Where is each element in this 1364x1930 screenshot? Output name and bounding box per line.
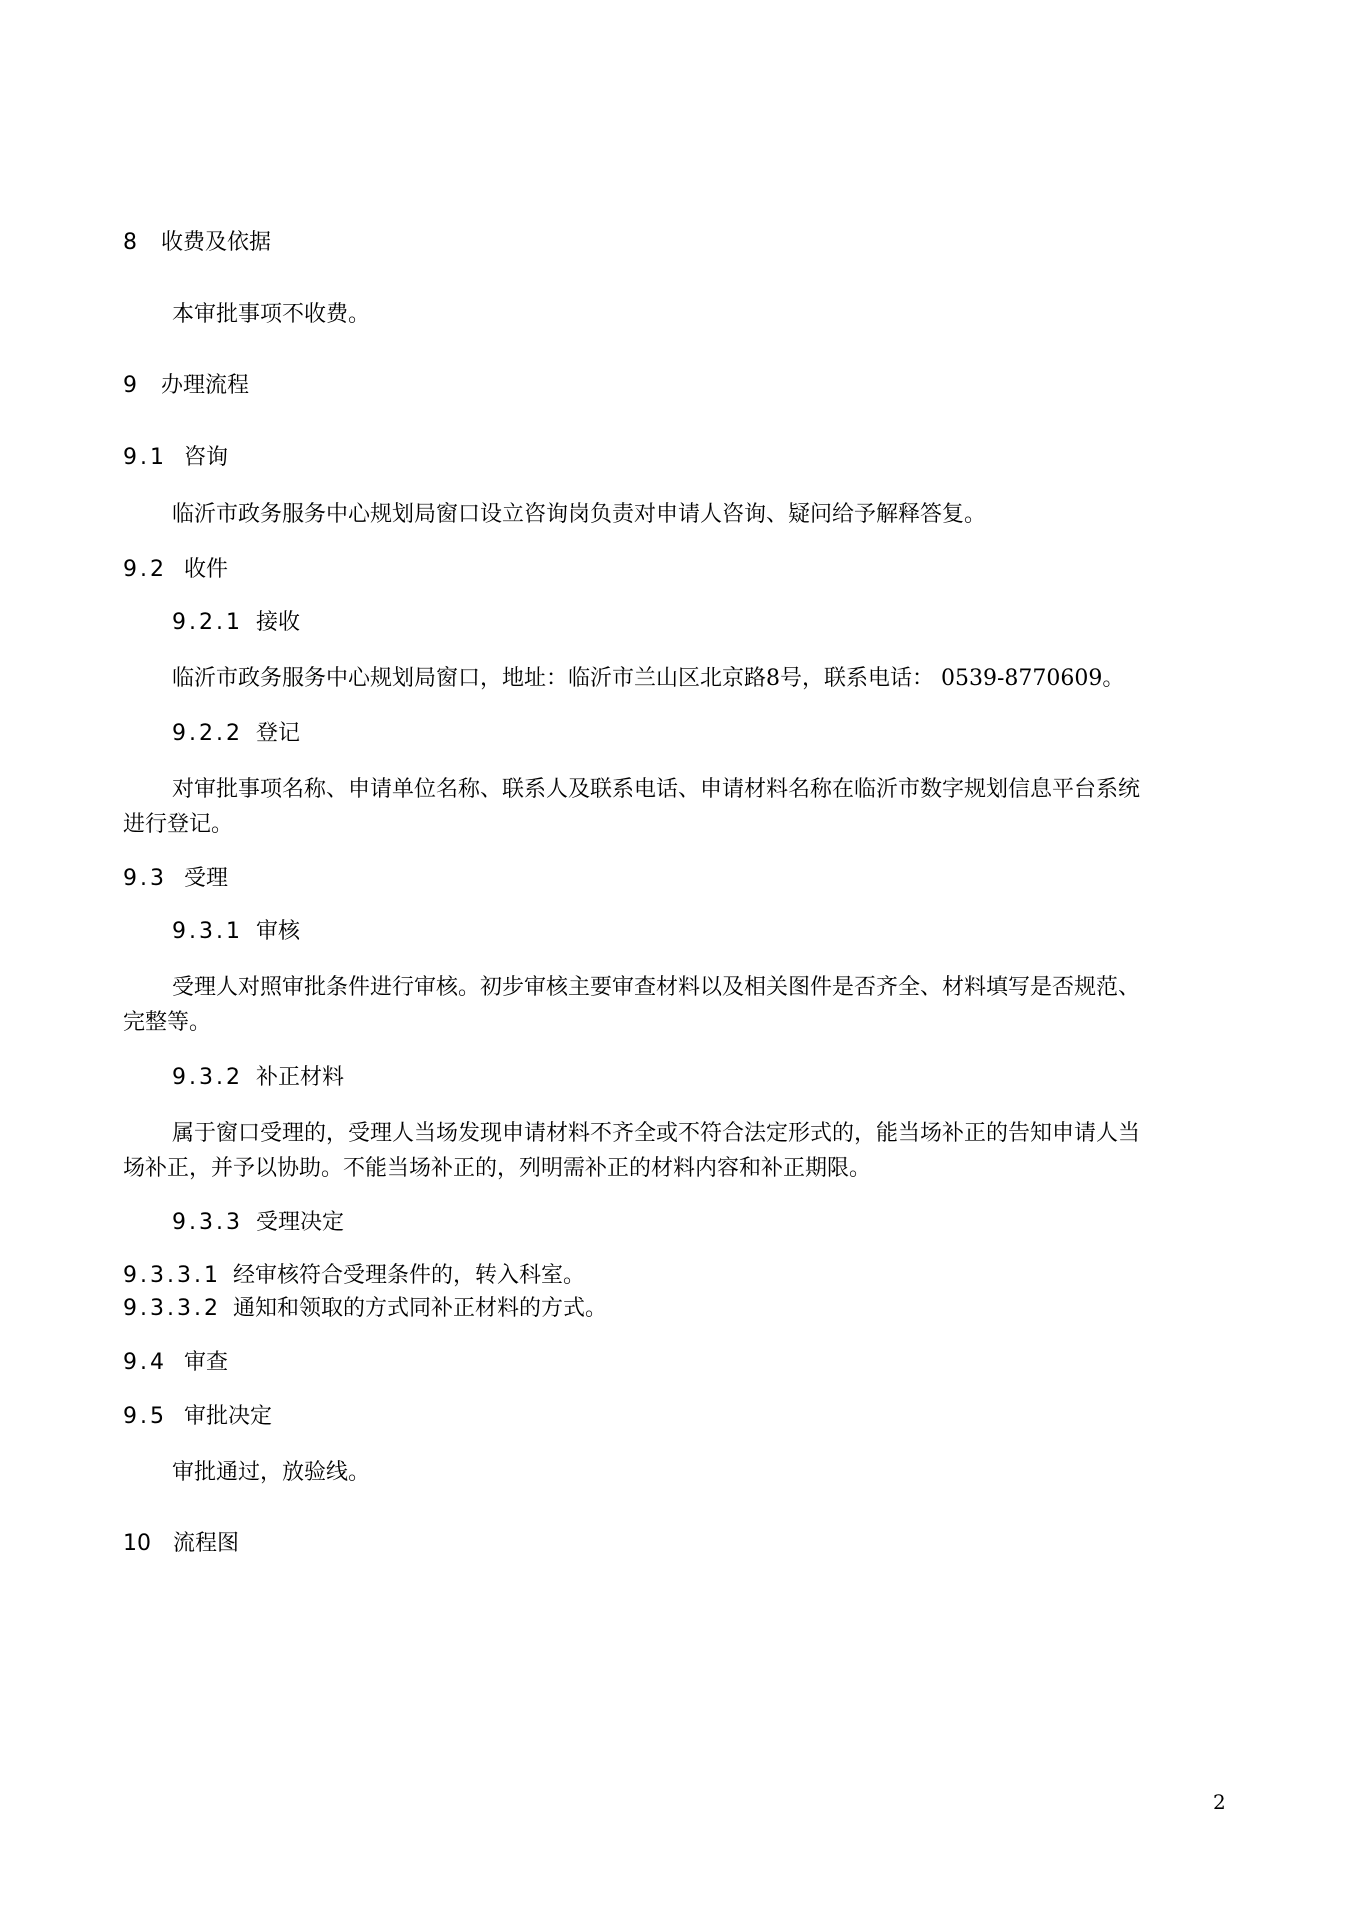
section-9-5-heading <box>123 1399 272 1430</box>
section-number: 9.3.2 <box>172 1065 243 1090</box>
section-number: 9.2.1 <box>172 610 243 635</box>
section-9-3-3-heading <box>172 1205 344 1236</box>
section-number: 9.3.1 <box>172 919 243 944</box>
section-9-3-2-text-line2: 场补正，并予以协助。不能当场补正的，列明需补正的材料内容和补正期限。 <box>123 1156 872 1181</box>
section-title: 审核 <box>256 919 301 944</box>
section-9-4-heading <box>123 1345 228 1376</box>
section-number: 9.2 <box>123 557 167 582</box>
section-title: 收费及依据 <box>161 230 272 255</box>
section-9-2-2-text-line2: 进行登记。 <box>123 812 234 837</box>
section-number: 9.3.3 <box>172 1210 243 1235</box>
section-title: 接收 <box>256 610 301 635</box>
section-number: 9.1 <box>123 445 167 470</box>
section-9-2-2-heading <box>172 716 300 747</box>
section-title: 受理决定 <box>256 1210 345 1235</box>
section-9-heading <box>123 368 249 399</box>
section-text: 经审核符合受理条件的，转入科室。 <box>233 1263 586 1288</box>
section-number: 9.2.2 <box>172 721 243 746</box>
section-9-2-2-text-line1: 对审批事项名称、申请单位名称、联系人及联系电话、申请材料名称在临沂市数字规划信息平台系统 <box>172 777 1141 802</box>
section-text: 通知和领取的方式同补正材料的方式。 <box>233 1296 608 1321</box>
section-number: 9.3.3.2 <box>123 1296 221 1321</box>
section-title: 登记 <box>256 721 301 746</box>
page-number: 2 <box>1213 1790 1226 1814</box>
section-9-3-3-1 <box>123 1258 585 1289</box>
section-9-3-1-text-line1: 受理人对照审批条件进行审核。初步审核主要审查材料以及相关图件是否齐全、材料填写是否规范、 <box>172 975 1141 1000</box>
section-9-5-text: 审批通过，放验线。 <box>172 1460 371 1485</box>
section-number: 9.5 <box>123 1404 167 1429</box>
section-title: 审查 <box>184 1350 229 1375</box>
section-10-heading <box>123 1526 239 1557</box>
section-number: 9.3 <box>123 866 167 891</box>
section-number: 10 <box>123 1531 151 1556</box>
section-number: 9.4 <box>123 1350 167 1375</box>
section-title: 咨询 <box>184 445 229 470</box>
section-title: 受理 <box>184 866 229 891</box>
section-title: 补正材料 <box>256 1065 345 1090</box>
section-9-2-1-text: 临沂市政务服务中心规划局窗口，地址：临沂市兰山区北京路8号，联系电话： 0539-8770609。 <box>172 666 1125 691</box>
section-title: 流程图 <box>173 1531 240 1556</box>
section-title: 收件 <box>184 557 229 582</box>
section-9-3-3-2 <box>123 1291 607 1322</box>
section-9-2-heading <box>123 552 228 583</box>
section-8-heading <box>123 225 271 256</box>
section-9-3-2-text-line1: 属于窗口受理的，受理人当场发现申请材料不齐全或不符合法定形式的，能当场补正的告知申请人当 <box>172 1121 1141 1146</box>
section-9-3-1-text-line2: 完整等。 <box>123 1010 212 1035</box>
section-8-text: 本审批事项不收费。 <box>172 302 371 327</box>
section-9-2-1-heading <box>172 605 300 636</box>
section-9-3-1-heading <box>172 914 300 945</box>
section-number: 9 <box>123 373 137 398</box>
section-number: 9.3.3.1 <box>123 1263 221 1288</box>
section-9-3-2-heading <box>172 1060 344 1091</box>
section-title: 办理流程 <box>161 373 250 398</box>
section-9-3-heading <box>123 861 228 892</box>
section-title: 审批决定 <box>184 1404 273 1429</box>
section-9-1-heading <box>123 440 228 471</box>
section-9-1-text: 临沂市政务服务中心规划局窗口设立咨询岗负责对申请人咨询、疑问给予解释答复。 <box>172 502 987 527</box>
section-number: 8 <box>123 230 137 255</box>
